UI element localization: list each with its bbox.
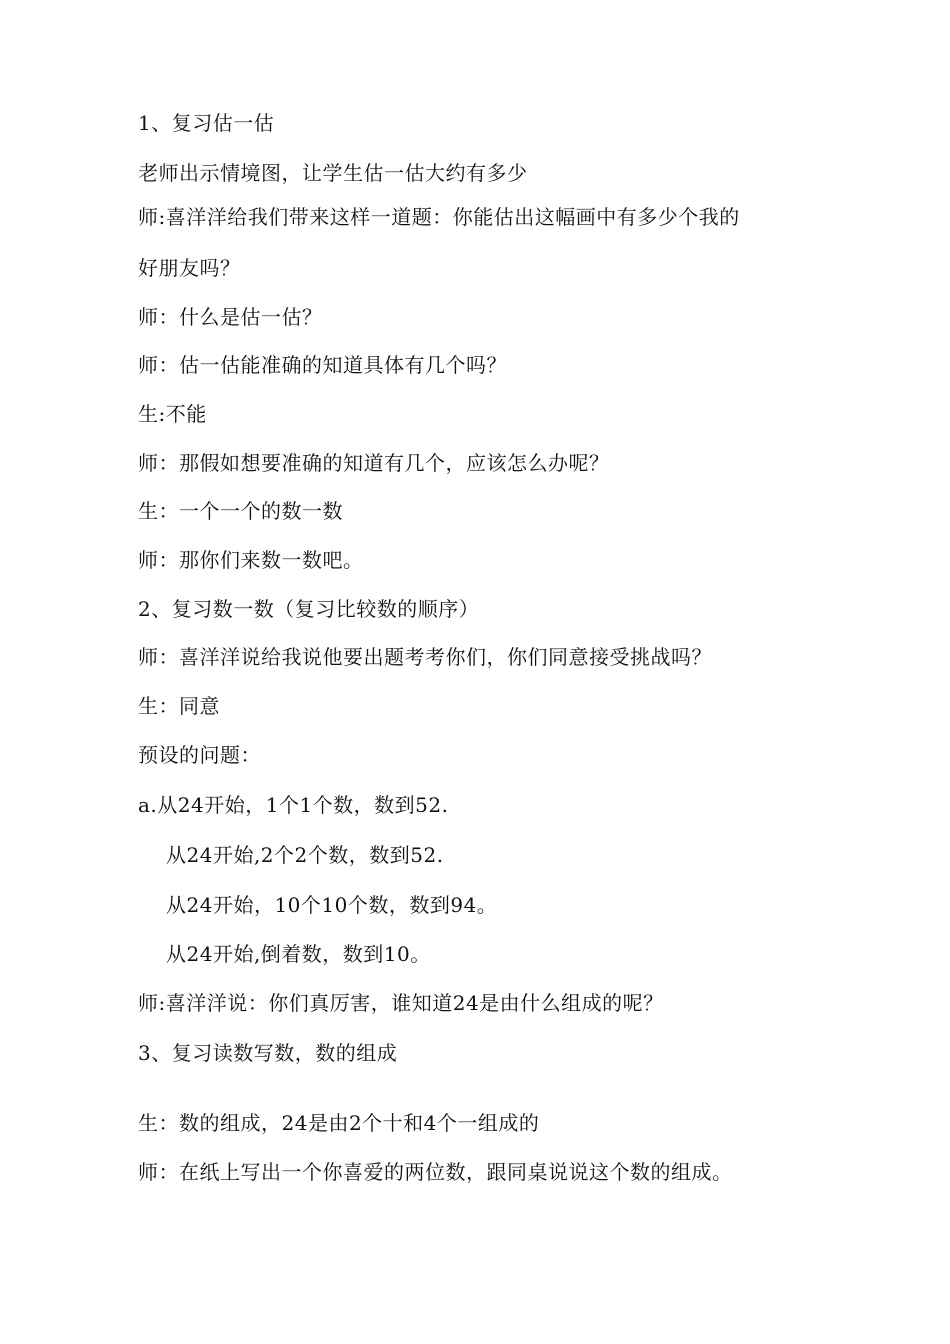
paragraph-line: 师:喜洋洋给我们带来这样一道题：你能估出这幅画中有多少个我的 bbox=[138, 205, 740, 229]
paragraph-line: 生：同意 bbox=[138, 694, 220, 718]
paragraph-line: 好朋友吗？ bbox=[138, 256, 241, 280]
paragraph-line: 生：数的组成，24是由2个十和4个一组成的 bbox=[138, 1111, 540, 1135]
paragraph-line: 师：什么是估一估？ bbox=[138, 305, 323, 329]
question-item: 从24开始,倒着数，数到10。 bbox=[166, 942, 431, 966]
paragraph-line: 师：喜洋洋说给我说他要出题考考你们，你们同意接受挑战吗？ bbox=[138, 645, 712, 669]
paragraph-line: 生：一个一个的数一数 bbox=[138, 499, 343, 523]
question-item: 从24开始，10个10个数，数到94。 bbox=[166, 893, 498, 917]
paragraph-line: 师：那假如想要准确的知道有几个，应该怎么办呢？ bbox=[138, 451, 610, 475]
paragraph-line: 师：那你们来数一数吧。 bbox=[138, 548, 364, 572]
paragraph-line: 师：在纸上写出一个你喜爱的两位数，跟同桌说说这个数的组成。 bbox=[138, 1160, 733, 1184]
paragraph-line: 师:喜洋洋说：你们真厉害，谁知道24是由什么组成的呢？ bbox=[138, 991, 664, 1015]
paragraph-line: 预设的问题： bbox=[138, 743, 261, 767]
paragraph-line: 老师出示情境图，让学生估一估大约有多少 bbox=[138, 161, 528, 185]
paragraph-line: 生:不能 bbox=[138, 402, 207, 426]
paragraph-line: 师：估一估能准确的知道具体有几个吗？ bbox=[138, 353, 507, 377]
question-item: a.从24开始，1个1个数，数到52. bbox=[138, 793, 449, 817]
question-item: 从24开始,2个2个数，数到52. bbox=[166, 843, 444, 867]
section-heading-3: 3、复习读数写数，数的组成 bbox=[138, 1041, 398, 1065]
section-heading-1: 1、复习估一估 bbox=[138, 111, 275, 135]
section-heading-2: 2、复习数一数（复习比较数的顺序） bbox=[138, 597, 480, 621]
